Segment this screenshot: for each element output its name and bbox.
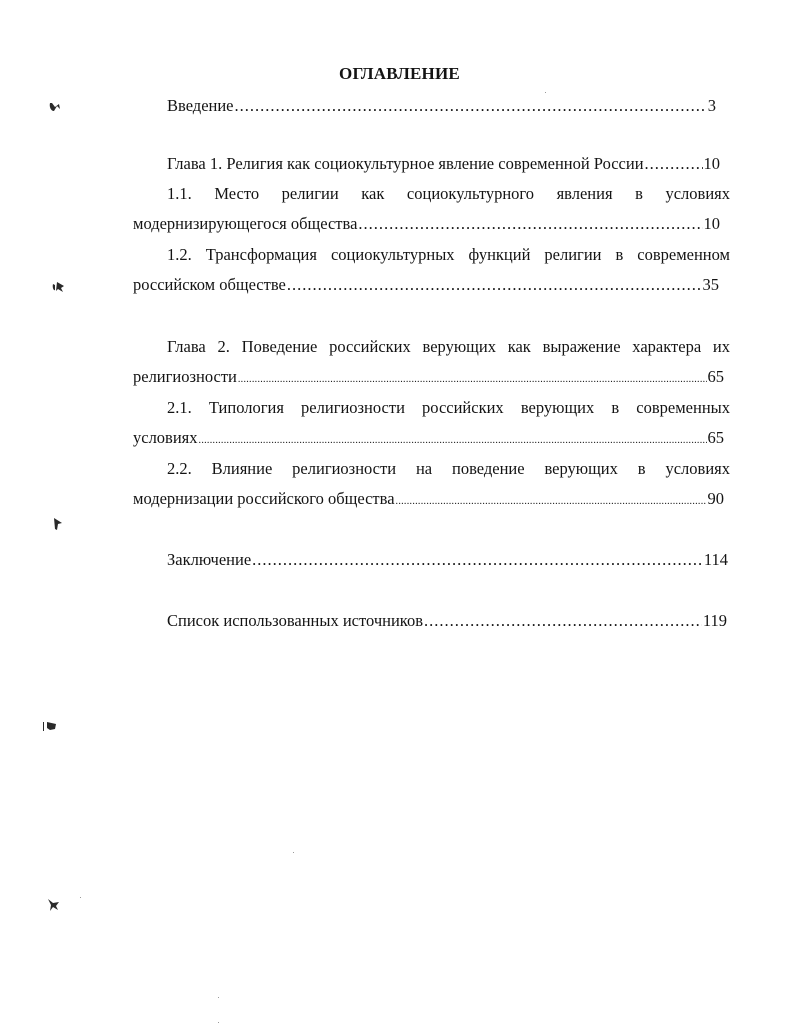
toc-entry-conclusion[interactable] <box>167 550 728 570</box>
leader-dots <box>358 214 702 234</box>
leader-dots <box>424 611 702 631</box>
toc-entry-label: условиях <box>133 428 198 447</box>
toc-entry-page: 3 <box>707 96 716 115</box>
toc-entry-2-2[interactable] <box>133 489 724 512</box>
leader-dots <box>252 550 703 570</box>
leader-dots <box>199 431 707 451</box>
toc-entry-chapter-2-line-1[interactable]: Глава 2. Поведение российских верующих как выражение характера их <box>167 337 730 356</box>
toc-entry-page: 119 <box>702 611 727 630</box>
leader-dots <box>396 492 707 512</box>
scan-speck <box>545 92 546 93</box>
binding-mark <box>42 719 58 733</box>
toc-entry-1-2-line-1[interactable]: 1.2. Трансформация социокультурных функций религии в современном <box>167 245 730 264</box>
toc-entry-2-1-line-1[interactable]: 2.1. Типология религиозности российских верующих в современных <box>167 398 730 417</box>
leader-dots <box>645 154 703 174</box>
toc-entry-intro[interactable] <box>167 96 716 116</box>
leader-dots <box>238 370 707 390</box>
toc-entry-1-1[interactable] <box>133 214 720 234</box>
toc-entry-1-1-line-1[interactable]: 1.1. Место религии как социокультурного явления в условиях <box>167 184 730 203</box>
toc-entry-2-1[interactable] <box>133 428 724 451</box>
scan-speck <box>293 852 294 853</box>
toc-entry-label: Введение <box>167 96 234 115</box>
toc-entry-label: российском обществе <box>133 275 286 294</box>
scan-speck <box>218 997 219 998</box>
toc-entry-label: модернизации российского общества <box>133 489 395 508</box>
scan-speck <box>80 897 81 898</box>
binding-mark <box>48 100 62 114</box>
toc-entry-page: 10 <box>703 214 720 233</box>
toc-entry-chapter-1[interactable] <box>167 154 720 174</box>
toc-entry-page: 114 <box>703 550 728 569</box>
toc-entry-page: 65 <box>707 428 724 447</box>
toc-entry-label: Список использованных источников <box>167 611 423 630</box>
binding-mark <box>46 897 62 913</box>
toc-entry-2-2-line-1[interactable]: 2.2. Влияние религиозности на поведение верующих в условиях <box>167 459 730 478</box>
toc-entry-label: Глава 1. Религия как социокультурное явление современной России <box>167 154 644 173</box>
scan-speck <box>218 1022 219 1023</box>
toc-entry-label: модернизирующегося общества <box>133 214 358 233</box>
leader-dots <box>235 96 707 116</box>
toc-entry-1-2[interactable] <box>133 275 719 295</box>
toc-entry-label: религиозности <box>133 367 237 386</box>
toc-entry-page: 35 <box>702 275 719 294</box>
binding-mark <box>52 517 64 531</box>
toc-entry-label: Заключение <box>167 550 252 569</box>
toc-entry-page: 10 <box>703 154 720 173</box>
leader-dots <box>287 275 702 295</box>
toc-title: ОГЛАВЛЕНИЕ <box>339 64 460 83</box>
toc-entry-page: 90 <box>707 489 724 508</box>
toc-entry-sources[interactable] <box>167 611 727 631</box>
toc-entry-page: 65 <box>707 367 724 386</box>
toc-entry-chapter-2[interactable] <box>133 367 724 390</box>
binding-mark <box>52 280 66 294</box>
